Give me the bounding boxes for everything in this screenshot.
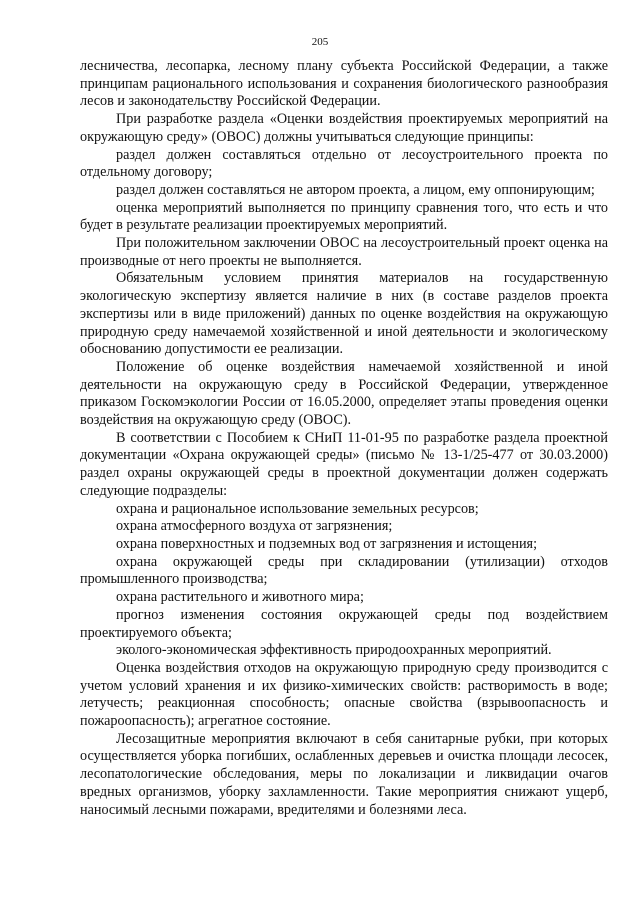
list-item: охрана окружающей среды при складировании (утилизации) отходов промышленного производства; — [80, 553, 608, 588]
paragraph: В соответствии с Пособием к СНиП 11-01-95 по разработке раздела проектной документации «Охрана окружающей среды» (письмо № 13-1/25-477 от 30.03.2000) раздел охраны окружающей среды в проектной документации должен содержать следующие подразделы: — [80, 429, 608, 499]
body-text — [80, 58, 608, 819]
paragraph: лесничества, лесопарка, лесному плану субъекта Российской Федерации, а также принципам рационального использования и сохранения биологического разнообразия лесов и законодательству Российской Федерации. — [80, 58, 608, 110]
list-item: эколого-экономическая эффективность природоохранных мероприятий. — [116, 642, 552, 659]
paragraph: Положение об оценке воздействия намечаемой хозяйственной и иной деятельности на окружающую среду в Российской Федерации, утвержденное приказом Госкомэкологии России от 16.05.2000, определяет этапы проведения оценки воздействия на окружающую среду (ОВОС). — [80, 358, 608, 429]
page-number: 205 — [311, 36, 329, 48]
list-item: прогноз изменения состояния окружающей среды под воздействием проектируемого объекта; — [80, 606, 608, 641]
list-item: оценка мероприятий выполняется по принципу сравнения того, что есть и что будет в результате реализации проектируемых мероприятий. — [80, 199, 608, 234]
list-item: охрана и рациональное использование земельных ресурсов; — [116, 500, 479, 517]
paragraph: Оценка воздействия отходов на окружающую природную среду производится с учетом условий хранения и их физико-химических свойств: растворимость в воде; летучесть; реакционная способность; опасные свойства (взрывоопасность и пожароопасность); агрегатное состояние. — [80, 659, 608, 730]
paragraph: Обязательным условием принятия материалов на государственную экологическую экспертизу является наличие в них (в составе разделов проекта экспертизы или в виде приложений) данных по оценке воздействия на окружающую природную среду намечаемой хозяйственной и иной деятельности и экологическому обоснованию допустимости ее реализации. — [80, 270, 608, 358]
list-item: охрана растительного и животного мира; — [116, 589, 364, 606]
paragraph: Лесозащитные мероприятия включают в себя санитарные рубки, при которых осуществляется уборка погибших, ослабленных деревьев и очистка площади лесосек, лесопатологические обследования, меры по локализации и ликвидации очагов вредных организмов, уборку захламленности. Такие мероприятия снижают ущерб, наносимый лесными пожарами, вредителями и болезнями леса. — [80, 730, 608, 818]
paragraph: При разработке раздела «Оценки воздействия проектируемых мероприятий на окружающую среду» (ОВОС) должны учитываться следующие принципы: — [80, 111, 608, 145]
paragraph: При положительном заключении ОВОС на лесоустроительный проект оценка на производные от него проекты не выполняется. — [80, 235, 608, 269]
list-item: охрана атмосферного воздуха от загрязнения; — [116, 518, 393, 535]
list-item: раздел должен составляться не автором проекта, а лицом, ему оппонирующим; — [116, 181, 595, 198]
list-item: охрана поверхностных и подземных вод от загрязнения и истощения; — [116, 535, 538, 552]
list-item: раздел должен составляться отдельно от лесоустроительного проекта по отдельному договору; — [80, 146, 608, 181]
